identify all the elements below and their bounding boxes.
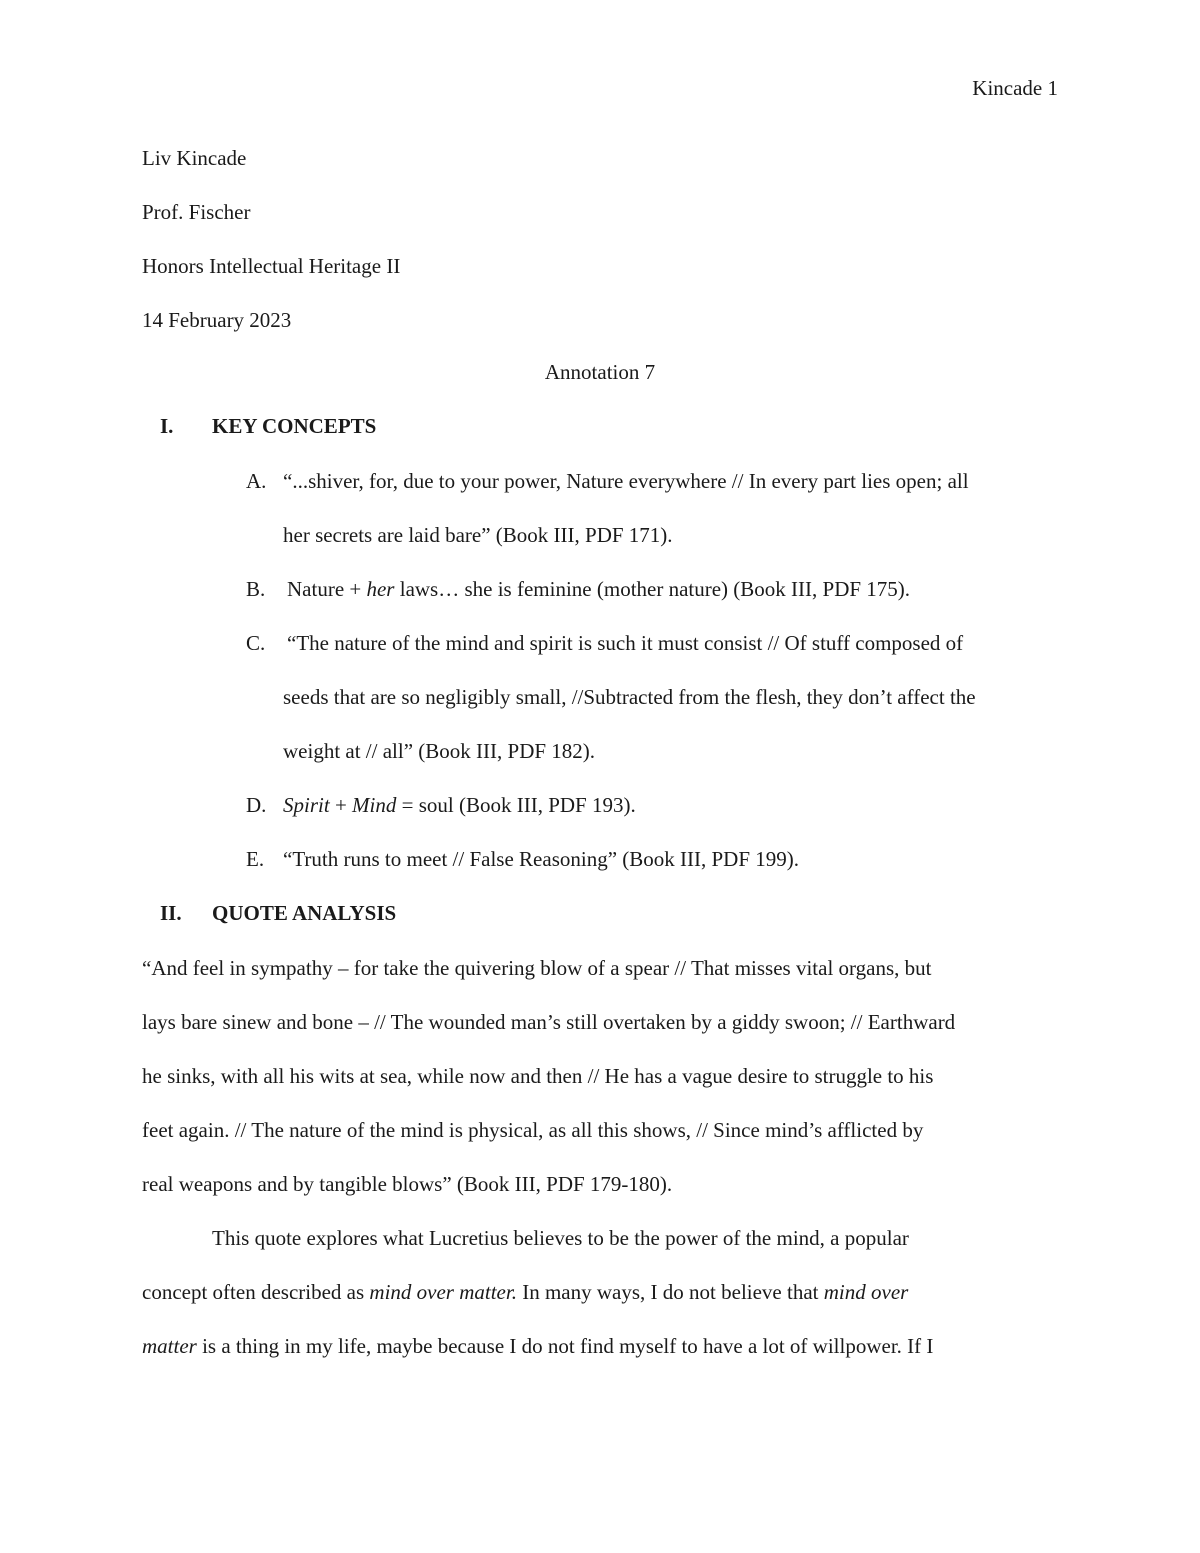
document-title: Annotation 7 (544, 360, 656, 384)
item-d-emphasis-2: Mind (352, 793, 397, 817)
item-b-letter: B. (246, 577, 266, 601)
analysis-line-1: This quote explores what Lucretius believes to be the power of the mind, a popular (212, 1226, 909, 1250)
item-c-text-line-3: weight at // all” (Book III, PDF 182). (283, 739, 596, 763)
item-b-pre: Nature + (287, 577, 367, 601)
item-a-letter: A. (246, 469, 267, 493)
quote-line-3: he sinks, with all his wits at sea, while now and then // He has a vague desire to struggle to his (142, 1064, 934, 1088)
analysis-line-3 (142, 1336, 933, 1357)
section-1-title: KEY CONCEPTS (212, 414, 377, 438)
item-d-mid: + (329, 793, 353, 817)
section-2-title: QUOTE ANALYSIS (212, 901, 397, 925)
item-a-text-line-2: her secrets are laid bare” (Book III, PDF 171). (283, 523, 673, 547)
analysis-line-2 (142, 1282, 908, 1303)
item-b-emphasis: her (366, 577, 395, 601)
item-d-letter: D. (246, 793, 267, 817)
analysis-line-2-pre: concept often described as (142, 1280, 370, 1304)
item-a-text-line-1: “...shiver, for, due to your power, Nature everywhere // In every part lies open; all (283, 469, 969, 493)
quote-line-5: real weapons and by tangible blows” (Book III, PDF 179-180). (142, 1172, 673, 1196)
item-d-text (283, 795, 636, 816)
quote-line-4: feet again. // The nature of the mind is physical, as all this shows, // Since mind’s afflicted by (142, 1118, 924, 1142)
item-d-emphasis-1: Spirit (283, 793, 330, 817)
item-b-post: laws… she is feminine (mother nature) (Book III, PDF 175). (394, 577, 911, 601)
analysis-line-3-post: is a thing in my life, maybe because I do not find myself to have a lot of willpower. If I (196, 1334, 934, 1358)
analysis-line-2-mid: In many ways, I do not believe that (516, 1280, 824, 1304)
item-d-post: = soul (Book III, PDF 193). (396, 793, 636, 817)
section-2-numeral: II. (160, 901, 182, 925)
author-name: Liv Kincade (142, 146, 247, 170)
item-c-letter: C. (246, 631, 266, 655)
section-1-numeral: I. (160, 414, 174, 438)
item-c-text-line-2: seeds that are so negligibly small, //Subtracted from the flesh, they don’t affect the (283, 685, 976, 709)
analysis-emphasis-2: mind over (823, 1280, 909, 1304)
quote-line-2: lays bare sinew and bone – // The wounded man’s still overtaken by a giddy swoon; // Earthward (142, 1010, 956, 1034)
course-name: Honors Intellectual Heritage II (142, 254, 401, 278)
analysis-emphasis-1: mind over matter. (369, 1280, 517, 1304)
item-c-text-line-1: “The nature of the mind and spirit is such it must consist // Of stuff composed of (287, 631, 964, 655)
date: 14 February 2023 (142, 308, 292, 332)
item-b-text (287, 579, 910, 600)
item-e-text: “Truth runs to meet // False Reasoning” (Book III, PDF 199). (283, 847, 800, 871)
professor-name: Prof. Fischer (142, 200, 251, 224)
analysis-emphasis-3: matter (142, 1334, 197, 1358)
item-e-letter: E. (246, 847, 265, 871)
quote-line-1: “And feel in sympathy – for take the quivering blow of a spear // That misses vital organs, but (142, 956, 932, 980)
running-head: Kincade 1 (972, 76, 1058, 100)
